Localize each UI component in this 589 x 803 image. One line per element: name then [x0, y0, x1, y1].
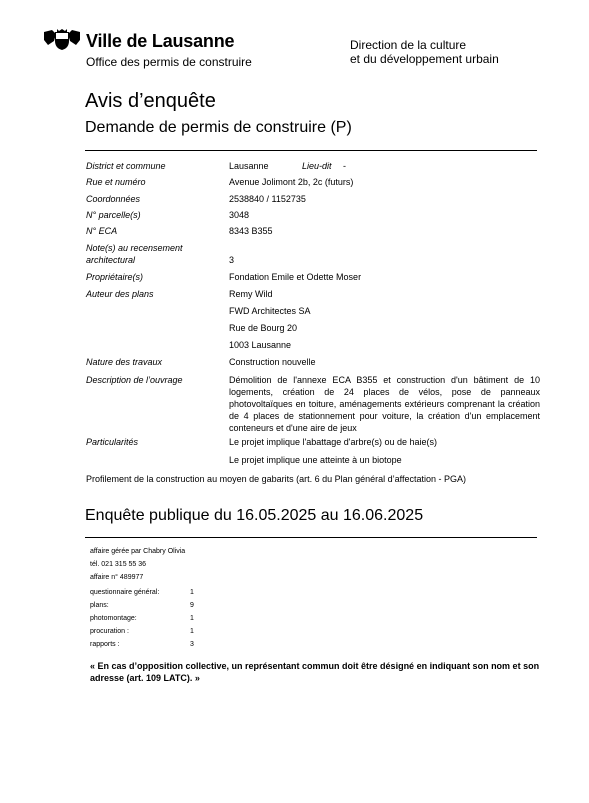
note-value: 3 [229, 255, 235, 265]
doc-count: 1 [190, 615, 194, 622]
direction-line-2: et du développement urbain [350, 52, 499, 66]
direction-block [350, 38, 499, 66]
doc-count: 1 [190, 628, 194, 635]
coord-label: Coordonnées [86, 194, 141, 204]
auteur-label: Auteur des plans [86, 289, 154, 299]
description-label: Description de l’ouvrage [86, 375, 183, 385]
doc-label: photomontage: [90, 615, 137, 622]
district-value: Lausanne [229, 161, 269, 171]
profilement-text: Profilement de la construction au moyen de gabarits (art. 6 du Plan général d’affectation - PGA) [86, 474, 467, 484]
parcelle-label: N° parcelle(s) [86, 210, 141, 220]
eca-value: 8343 B355 [229, 226, 273, 236]
contact-phone: tél. 021 315 55 36 [90, 561, 147, 568]
note-label-2: architectural [86, 255, 136, 265]
auteur-line: 1003 Lausanne [229, 340, 292, 350]
coord-value: 2538840 / 1152735 [229, 194, 306, 204]
divider [85, 537, 537, 538]
auteur-line: FWD Architectes SA [229, 306, 311, 316]
rue-value: Avenue Jolimont 2b, 2c (futurs) [229, 177, 354, 187]
contact-case-number: affaire n° 489977 [90, 574, 144, 581]
parcelle-value: 3048 [229, 210, 250, 220]
lieudit-value: - [343, 161, 346, 171]
doc-label: questionnaire général: [90, 589, 160, 596]
enquete-dates: Enquête publique du 16.05.2025 au 16.06.2025 [85, 507, 424, 524]
lieudit-label: Lieu-dit [302, 161, 332, 171]
opposition-note: « En cas d’opposition collective, un représentant commun doit être désigné en indiquant son nom et son adresse (art. 109 LATC). » [90, 661, 540, 683]
auteur-line: Rue de Bourg 20 [229, 323, 298, 333]
particularite-line: Le projet implique une atteinte à un biotope [229, 455, 402, 465]
eca-label: N° ECA [86, 226, 118, 236]
contact-manager: affaire gérée par Chabry Olivia [90, 548, 186, 555]
district-label: District et commune [86, 161, 166, 171]
proprio-label: Propriétaire(s) [86, 272, 144, 282]
doc-count: 3 [190, 641, 194, 648]
nature-label: Nature des travaux [86, 357, 163, 367]
description-value: Démolition de l'annexe ECA B355 et construction d'un bâtiment de 10 logements, création de 24 places de vélos, pose de panneaux photovoltaïques en toiture, aménagements extérieurs comprenant la création de 4 places de stationnement pour voiture, la création d'un emplacement conteneurs et d'une aire de jeux [229, 375, 540, 433]
divider [85, 150, 537, 151]
nature-value: Construction nouvelle [229, 357, 316, 367]
auteur-line: Remy Wild [229, 289, 273, 299]
page-subtitle: Demande de permis de construire (P) [85, 119, 352, 136]
doc-label: rapports : [90, 641, 120, 648]
proprio-value: Fondation Emile et Odette Moser [229, 272, 362, 282]
doc-label: procuration : [90, 628, 129, 635]
particularites-label: Particularités [86, 437, 139, 447]
lausanne-crest-icon [42, 29, 82, 51]
rue-label: Rue et numéro [86, 177, 146, 187]
page-title: Avis d’enquête [85, 90, 216, 112]
doc-label: plans: [90, 602, 109, 609]
direction-line-1: Direction de la culture [350, 38, 467, 52]
doc-count: 9 [190, 602, 194, 609]
doc-count: 1 [190, 589, 194, 596]
particularite-line: Le projet implique l'abattage d'arbre(s) ou de haie(s) [229, 437, 438, 447]
city-name: Ville de Lausanne [86, 31, 235, 51]
office-name: Office des permis de construire [86, 55, 252, 69]
note-label-1: Note(s) au recensement [86, 243, 183, 253]
